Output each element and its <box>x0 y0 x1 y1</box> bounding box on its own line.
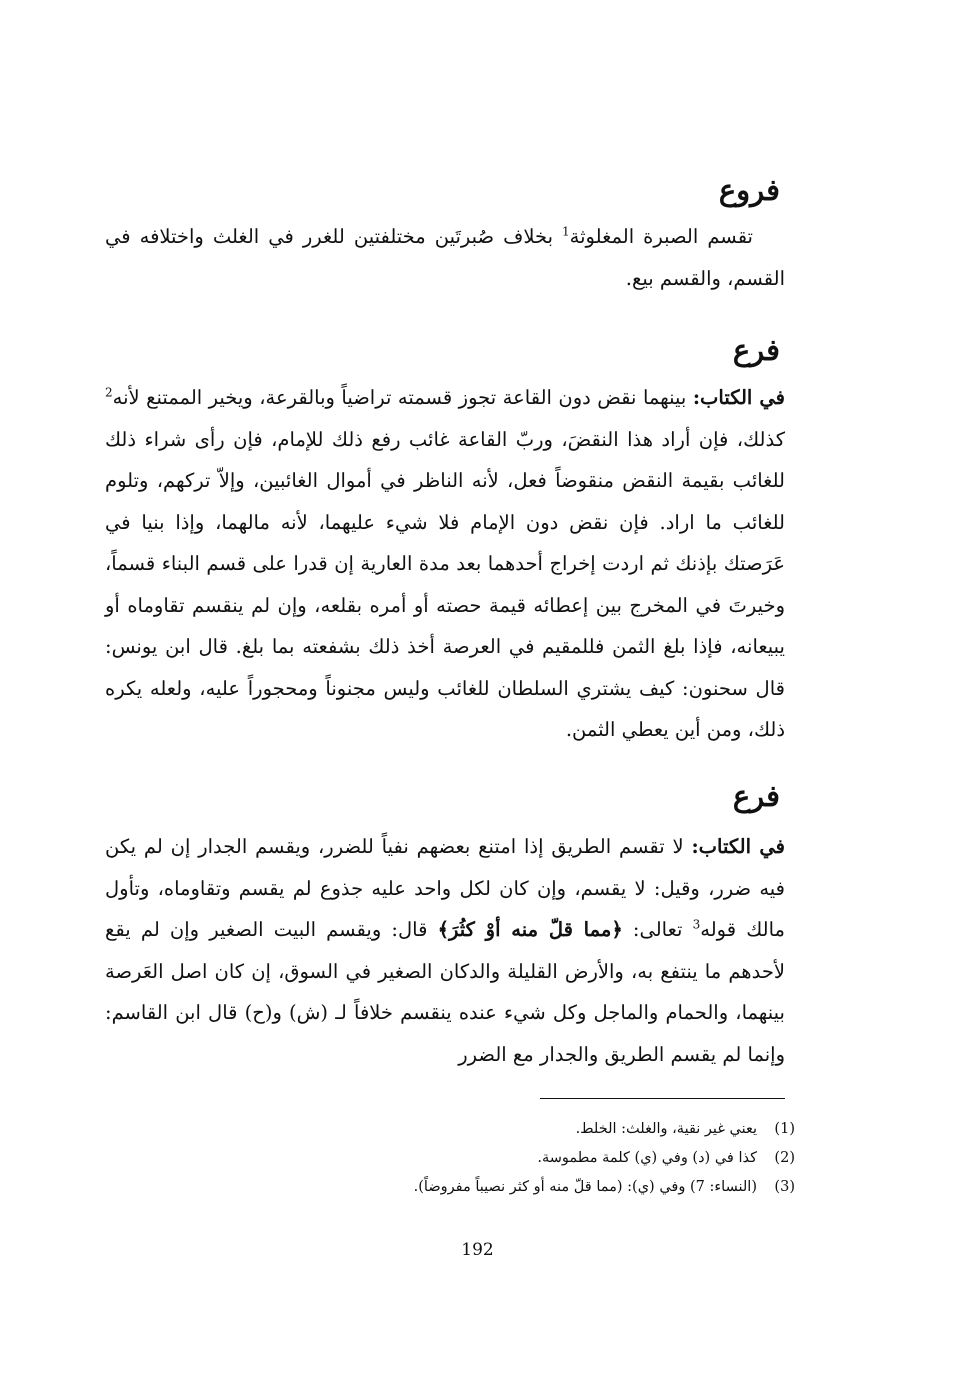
section-heading-3: فرع <box>732 779 780 813</box>
footnote-ref-3[interactable]: 3 <box>692 917 701 932</box>
footnote-number: (2) <box>774 1150 795 1166</box>
paragraph-1 <box>105 216 785 299</box>
footnotes <box>300 1115 795 1202</box>
book-reference-label: في الكتاب: <box>692 386 785 409</box>
section-body-2 <box>105 377 785 751</box>
paragraph-text: بينهما نقض دون القاعة تجوز قسمته تراضياً وبالقرعة، ويخير الممتنع لأنه <box>112 386 693 409</box>
footnote-ref-1[interactable]: 1 <box>562 224 570 239</box>
footnote-3 <box>300 1173 795 1202</box>
section-body-1 <box>105 216 785 299</box>
paragraph-text: تقسم الصبرة المغلوثة <box>569 225 753 248</box>
footnote-text: كذا في (د) وفي (ي) كلمة مطموسة. <box>537 1150 757 1166</box>
paragraph-text: لا تقسم الطريق إذا امتنع بعضهم نفياً للضرر، ويقسم الجدار إن لم يكن فيه ضرر، وقيل: لا يقسم، وإن كان لكل واحد عليه جذوع لم يقسم وتقاوماه، وتأول مالك قوله <box>105 835 785 941</box>
footnote-number: (1) <box>774 1121 795 1137</box>
book-reference-label: في الكتاب: <box>691 835 786 858</box>
paragraph-text: تعالى: <box>622 918 693 941</box>
footnote-ref-2[interactable]: 2 <box>105 385 113 400</box>
footnote-2 <box>300 1144 795 1173</box>
section-body-3 <box>105 826 785 1075</box>
paragraph-text: بخلاف صُبرتَين مختلفتين للغرر في الغلث واختلافه في القسم، والقسم بيع. <box>105 225 785 290</box>
paragraph-2 <box>105 377 785 751</box>
footnote-separator <box>540 1098 785 1099</box>
footnote-1 <box>300 1115 795 1144</box>
section-heading-1: فروع <box>718 173 780 207</box>
footnote-number: (3) <box>774 1179 795 1195</box>
quran-quote: ﴿مما قلّ منه أوْ كثُرَ﴾ <box>437 918 623 941</box>
footnote-text: (النساء: 7) وفي (ي): (مما قلّ منه أو كثر نصيباً مفروضاً). <box>413 1179 757 1195</box>
footnote-text: يعني غير نقية، والغلث: الخلط. <box>575 1121 757 1137</box>
section-heading-2: فرع <box>732 333 780 367</box>
page-number: 192 <box>461 1240 494 1260</box>
paragraph-3 <box>105 826 785 1075</box>
paragraph-text: كذلك، فإن أراد هذا النقضَ، وربّ القاعة غائب رفع ذلك للإمام، فإن رأى شراء ذلك للغائب بقيمة النقض منقوضاً فعل، لأنه الناظر في أموال الغائبين، وإلاّ تركهم، وتلوم للغائب ما اراد. فإن نقض دون الإمام فلا شيء عليهما، لأنه مالهما، وإذا بنيا في عَرَصتك بإذنك ثم اردت إخراج أحدهما بعد مدة العارية إن قدرا على قسم البناء قسماً، وخيرتَ في المخرج بين إعطائه قيمة حصته أو أمره بقلعه، وإن لم ينقسم تقاوماه أو يبيعانه، فإذا بلغ الثمن فللمقيم في العرصة أخذ ذلك بشفعته بما بلغ. قال ابن يونس: قال سحنون: كيف يشتري السلطان للغائب وليس مجنوناً ومحجوراً عليه، ولعله يكره ذلك، ومن أين يعطي الثمن. <box>105 427 785 741</box>
paragraph-text: قال: ويقسم البيت الصغير وإن لم يقع لأحدهم ما ينتفع به، والأرض القليلة والدكان الصغير في السوق، إن كان اصل العَرصة بينهما، والحمام والماجل وكل شيء عنده ينقسم خلافاً لـ (ش) و(ح) قال ابن القاسم: وإنما لم يقسم الطريق والجدار مع الضرر <box>105 918 785 1066</box>
